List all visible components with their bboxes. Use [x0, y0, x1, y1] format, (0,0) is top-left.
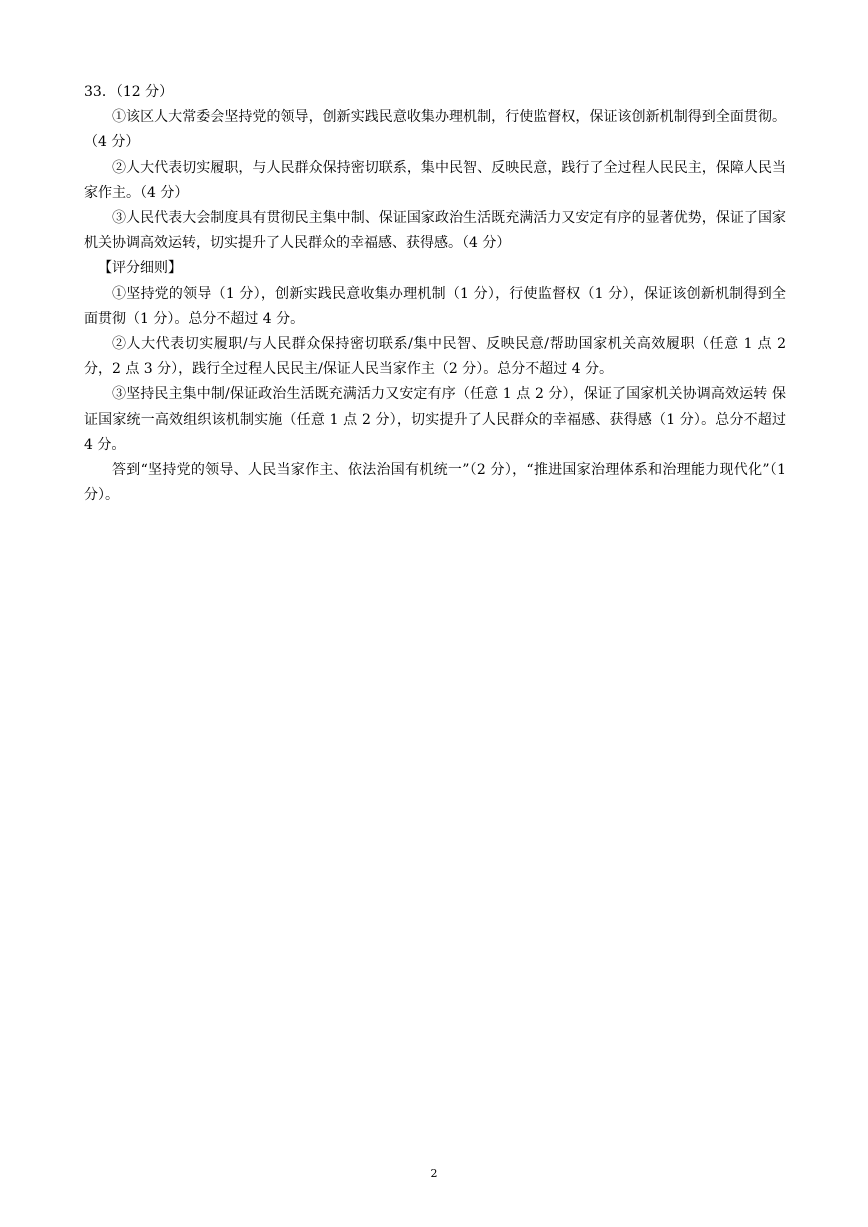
rubric-point-3: ③坚持民主集中制/保证政治生活既充满活力又安定有序（任意 1 点 2 分），保证了国家机关协调高效运转 保证国家统一高效组织该机制实施（任意 1 点 2 分），切实提升了人民群众的幸福感、获得感（1 分）。总分不超过 4 分。	[84, 386, 786, 453]
rubric-point-2: ②人大代表切实履职/与人民群众保持密切联系/集中民智、反映民意/帮助国家机关高效履职（任意 1 点 2 分，2 点 3 分），践行全过程人民民主/保证人民当家作主（2 分）。总分不超过 4 分。	[84, 336, 786, 378]
rubric-title: 【评分细则】	[98, 260, 182, 277]
question-heading: 33．（12 分）	[84, 84, 174, 100]
rubric-point-4: 答到“坚持党的领导、人民当家作主、依法治国有机统一”（2 分），“推进国家治理体系和治理能力现代化”（1 分）。	[84, 462, 786, 504]
answer-point-1: ①该区人大常委会坚持党的领导，创新实践民意收集办理机制，行使监督权，保证该创新机制得到全面贯彻。（4 分）	[84, 109, 786, 151]
rubric-point-1: ①坚持党的领导（1 分），创新实践民意收集办理机制（1 分），行使监督权（1 分），保证该创新机制得到全面贯彻（1 分）。总分不超过 4 分。	[84, 285, 786, 327]
answer-point-3: ③人民代表大会制度具有贯彻民主集中制、保证国家政治生活既充满活力又安定有序的显著优势，保证了国家机关协调高效运转，切实提升了人民群众的幸福感、获得感。（4 分）	[84, 210, 786, 252]
page-number: 2	[430, 1167, 438, 1180]
document-page	[84, 80, 786, 508]
answer-point-2: ②人大代表切实履职，与人民群众保持密切联系，集中民智、反映民意，践行了全过程人民民主，保障人民当家作主。（4 分）	[84, 159, 786, 201]
